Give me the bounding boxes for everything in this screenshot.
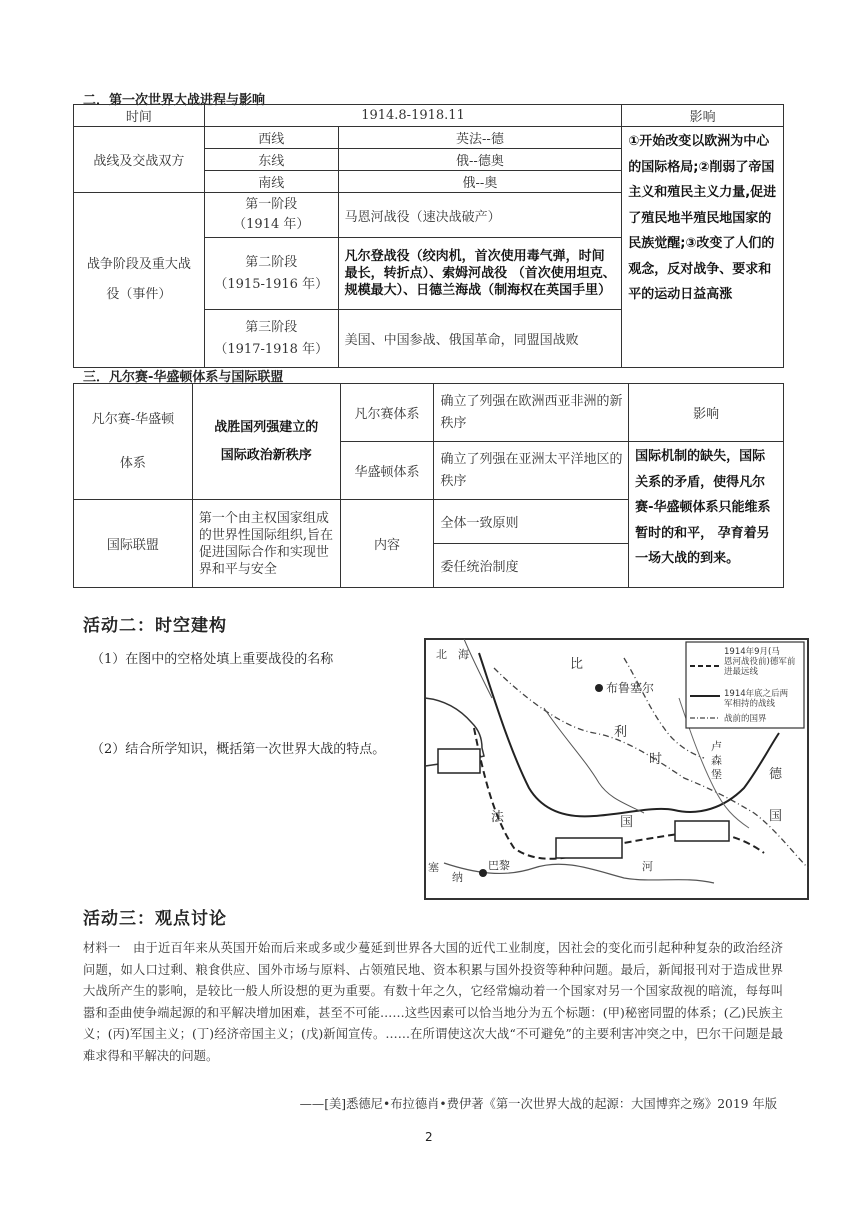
front-line: 南线 — [204, 171, 338, 193]
impact-header: 影响 — [622, 105, 784, 127]
stage-cell — [204, 238, 338, 310]
map-label: 纳 — [452, 871, 463, 884]
legend-entry: 1914年9月(马 — [724, 647, 780, 657]
activity-2-title: 活动二：时空建构 — [83, 616, 227, 636]
stage-events: 美国、中国参战、俄国革命，同盟国战败 — [338, 310, 622, 368]
system-nature: 战胜国列强建立的 — [214, 419, 319, 435]
map-label: 堡 — [711, 768, 722, 781]
fronts-label: 战线及交战双方 — [74, 127, 205, 193]
impact-header: 影响 — [629, 384, 784, 442]
map-label: 国 — [620, 815, 634, 830]
front-sides: 俄--德奥 — [338, 149, 622, 171]
map-label: 德 — [769, 767, 783, 782]
brussels-marker — [595, 684, 603, 692]
stage-name: 第三阶段 — [245, 319, 298, 335]
system-label: 凡尔赛-华盛顿 — [91, 411, 175, 427]
map-label: 利 — [614, 725, 628, 740]
map-label: 森 — [711, 754, 722, 767]
map-label: 比 — [570, 657, 584, 672]
map-label: 布鲁塞尔 — [606, 681, 655, 695]
front-line: 西线 — [204, 127, 338, 149]
stage-events: 马恩河战役（速决战破产） — [338, 193, 622, 238]
stage-events: 凡尔登战役（绞肉机，首次使用毒气弹，时间最长，转折点）、索姆河战役 （首次使用坦克、规模最大）、日德兰海战（制海权在英国手里） — [338, 238, 622, 310]
system-nature-cell — [192, 384, 340, 500]
map-label: 时 — [649, 752, 663, 767]
legend-entry: 战前的国界 — [724, 714, 767, 724]
versailles-washington-table — [73, 383, 784, 588]
activity-3-title: 活动三：观点讨论 — [83, 909, 227, 929]
system-label: 体系 — [119, 455, 146, 471]
activity-2-question-2: （2）结合所学知识，概括第一次世界大战的特点。 — [91, 742, 386, 757]
system-nature: 国际政治新秩序 — [220, 447, 312, 463]
stage-name: 第一阶段 — [245, 197, 298, 212]
material-source: ——[美]悉德尼•布拉德肖•费伊著《第一次世界大战的起源：大国博弈之殇》2019 年版 — [299, 1097, 777, 1111]
washington-system: 华盛顿体系 — [340, 442, 434, 500]
map-label: 北 海 — [436, 648, 469, 661]
time-value: 1914.8-1918.11 — [204, 105, 621, 127]
stage-years: （1914 年） — [233, 217, 310, 232]
front-sides: 俄--奥 — [338, 171, 622, 193]
map-label: 巴黎 — [488, 859, 510, 872]
time-label: 时间 — [74, 105, 205, 127]
stage-cell — [204, 193, 338, 238]
section-3-heading: 三．凡尔赛-华盛顿体系与国际联盟 — [83, 370, 284, 385]
legend-entry-line: 军相持的战线 — [724, 699, 776, 709]
content-label: 内容 — [340, 500, 434, 588]
stages-label: 战争阶段及重大战役（事件） — [74, 193, 205, 368]
legend-entry-line: 进最远线 — [724, 667, 759, 677]
map-label: 卢 — [711, 740, 722, 753]
legend-text — [724, 713, 767, 724]
front-sides: 英法--德 — [338, 127, 622, 149]
stage-years: （1915-1916 年） — [214, 276, 329, 292]
system-impact: 国际机制的缺失，国际关系的矛盾，使得凡尔赛-华盛顿体系只能维系暂时的和平， 孕育着另一场大战的到来。 — [629, 442, 784, 588]
versailles-desc: 确立了列强在欧洲西亚非洲的新秩序 — [434, 384, 629, 442]
front-line: 东线 — [204, 149, 338, 171]
blank-box — [675, 821, 729, 841]
page-number: 2 — [425, 1130, 433, 1144]
blank-box — [556, 838, 622, 858]
legend-entry: 1914年底之后两 — [724, 689, 789, 699]
activity-2-question-1: （1）在图中的空格处填上重要战役的名称 — [91, 652, 334, 667]
paris-marker — [479, 869, 487, 877]
map-label: 河 — [642, 860, 653, 873]
stage-years: （1917-1918 年） — [214, 341, 329, 357]
content-item: 委任统治制度 — [434, 544, 629, 588]
map-label: 法 — [491, 810, 505, 825]
material-1: 材料一 由于近百年来从英国开始而后来或多或少蔓延到世界各大国的近代工业制度，因社会的变化而引起种种复杂的政治经济问题，如人口过剩、粮食供应、国外市场与原料、占领殖民地、资本积累与国外投资等种种问题。最后，新闻报刊对于造成世界大战所产生的影响，是较比一般人所设想的更为重要。有数十年之久，它经常煽动着一个国家对另一个国家敌视的暗流，每每叫嚣和歪曲使争端起源的和平解决增加困难，甚至不可能……这些因素可以恰当地分为五个标题：(甲)秘密同盟的体系；(乙)民族主义；(丙)军国主义；(丁)经济帝国主义；(戊)新闻宣传。……在所谓使这次大战“不可避免”的主要利害冲突之中，巴尔干问题是最难求得和平解决的问题。 — [83, 941, 783, 1063]
league-label: 国际联盟 — [74, 500, 193, 588]
map-label: 塞 — [428, 861, 439, 874]
map-label: 国 — [769, 809, 783, 824]
legend-entry-line: 恩河战役前)德军前 — [724, 657, 796, 667]
western-front-map — [424, 638, 809, 900]
section-2-heading: 二．第一次世界大战进程与影响 — [83, 93, 266, 108]
system-label-cell — [74, 384, 193, 500]
stage-cell — [204, 310, 338, 368]
blank-box — [438, 749, 480, 773]
ww1-impact: ①开始改变以欧洲为中心的国际格局;②削弱了帝国主义和殖民主义力量,促进了殖民地半殖民地国家的民族觉醒;③改变了人们的观念，反对战争、要求和平的运动日益高涨 — [622, 127, 784, 368]
washington-desc: 确立了列强在亚洲太平洋地区的秩序 — [434, 442, 629, 500]
ww1-progress-table — [73, 104, 784, 368]
league-desc: 第一个由主权国家组成的世界性国际组织,旨在促进国际合作和实现世界和平与安全 — [192, 500, 340, 588]
content-item: 全体一致原则 — [434, 500, 629, 544]
stage-name: 第二阶段 — [245, 254, 298, 270]
versailles-system: 凡尔赛体系 — [340, 384, 434, 442]
